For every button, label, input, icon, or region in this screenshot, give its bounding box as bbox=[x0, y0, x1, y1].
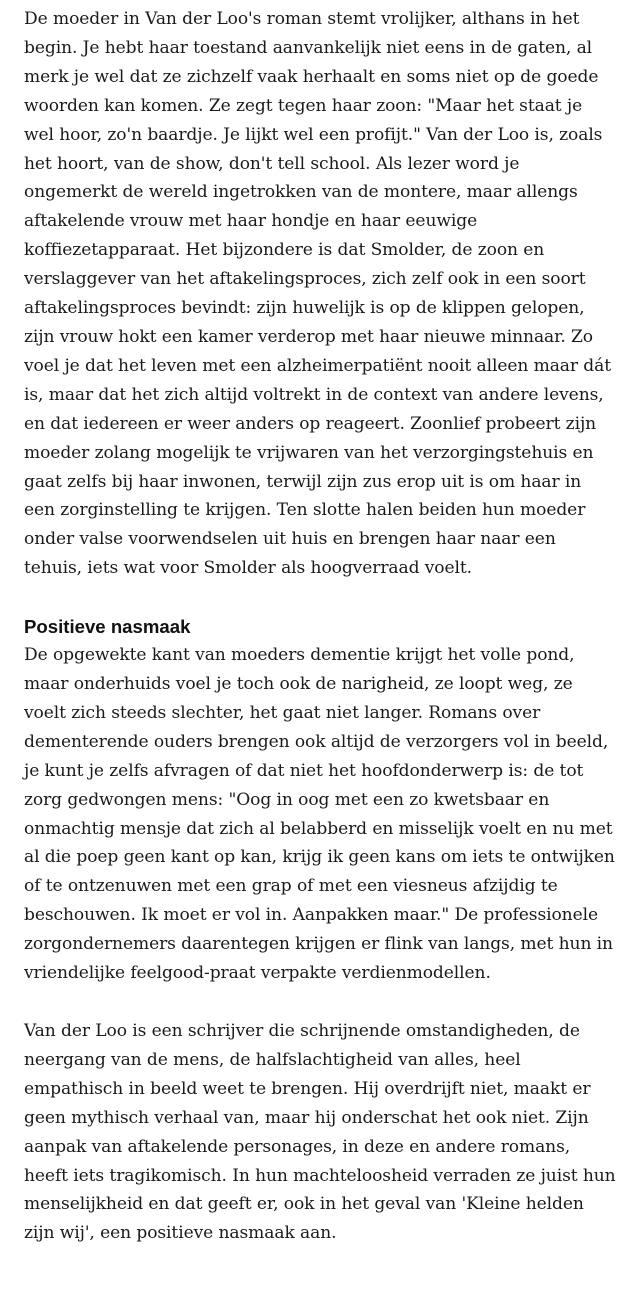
article-paragraph: De opgewekte kant van moeders dementie krijgt het volle pond, maar onderhuids voel je toch ook de narigheid, ze loopt weg, ze voelt zich steeds slechter, het gaat niet langer. Romans over dementerende ouders brengen ook altijd de verzorgers vol in beeld, je kunt je zelfs afvragen of dat niet het hoofdonderwerp is: de tot zorg gedwongen mens: "Oog in oog met een zo kwetsbaar en onmachtig mensje dat zich al belabberd en misselijk voelt en nu met al die poep geen kant op kan, krijg ik geen kans om iets te ontwijken of te ontzenuwen met een grap of met een viesneus afzijdig te beschouwen. Ik moet er vol in. Aanpakken maar." De professionele zorgondernemers daarentegen krijgen er flink van langs, met hun in vriendelijke feelgood-praat verpakte verdienmodellen. bbox=[24, 645, 615, 984]
section-heading: Positieve nasmaak bbox=[24, 616, 191, 638]
article-paragraph: De moeder in Van der Loo's roman stemt vrolijker, althans in het begin. Je hebt haar toestand aanvankelijk niet eens in de gaten, al merk je wel dat ze zichzelf vaak herhaalt en soms niet op de goede woorden kan komen. Ze zegt tegen haar zoon: "Maar het staat je wel hoor, zo'n baardje. Je lijkt wel een profijt." Van der Loo is, zoals het hoort, van de show, don't tell school. Als lezer word je ongemerkt de wereld ingetrokken van de montere, maar allengs aftakelende vrouw met haar hondje en haar eeuwige koffiezetapparaat. Het bijzondere is dat Smolder, de zoon en verslaggever van het aftakelingsproces, zich zelf ook in een soort aftakelingsproces bevindt: zijn huwelijk is op de klippen gelopen, zijn vrouw hokt een kamer verderop met haar nieuwe minnaar. Zo voel je dat het leven met een alzheimerpatiënt nooit alleen maar dát is, maar dat het zich altijd voltrekt in de context van andere levens, en dat iedereen er weer anders op reageert. Zoonlief probeert zijn moeder zolang mogelijk te vrijwaren van het verzorgingstehuis en gaat zelfs bij haar inwonen, terwijl zijn zus erop uit is om haar in een zorginstelling te krijgen. Ten slotte halen beiden hun moeder onder valse voorwendselen uit huis en brengen haar naar een tehuis, iets wat voor Smolder als hoogverraad voelt. bbox=[24, 9, 611, 579]
article-paragraph: Van der Loo is een schrijver die schrijnende omstandigheden, de neergang van de mens, de halfslachtigheid van alles, heel empathisch in beeld weet te brengen. Hij overdrijft niet, maakt er geen mythisch verhaal van, maar hij onderschat het ook niet. Zijn aanpak van aftakelende personages, in deze en andere romans, heeft iets tragikomisch. In hun machteloosheid verraden ze juist hun menselijkheid en dat geeft er, ook in het geval van 'Kleine helden zijn wij', een positieve nasmaak aan. bbox=[24, 1021, 616, 1244]
